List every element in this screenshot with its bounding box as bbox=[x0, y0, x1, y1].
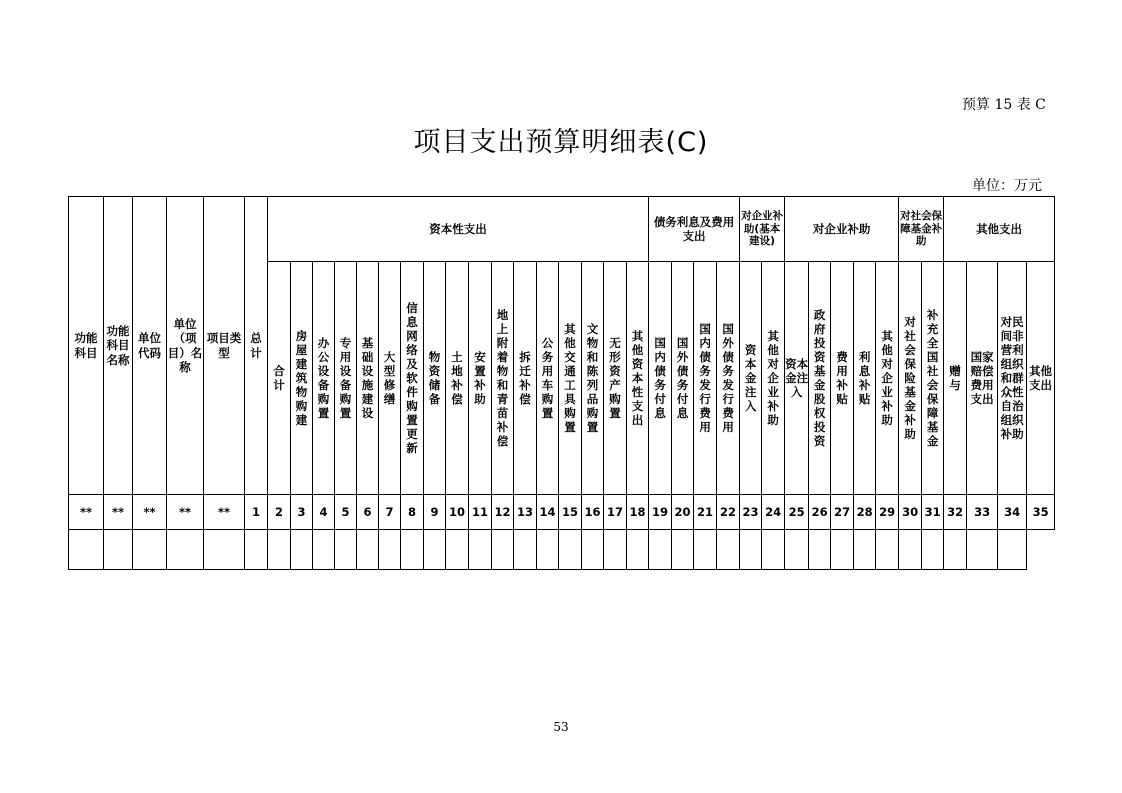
empty-cell bbox=[204, 530, 245, 570]
column-number: 27 bbox=[831, 495, 854, 530]
empty-cell bbox=[967, 530, 998, 570]
empty-cell bbox=[357, 530, 379, 570]
empty-cell bbox=[740, 530, 762, 570]
column-number: 21 bbox=[694, 495, 717, 530]
sub-header: 其他资本性支出 bbox=[627, 262, 649, 495]
empty-cell bbox=[998, 530, 1027, 570]
column-number: 25 bbox=[785, 495, 809, 530]
sub-header: 补充全国社会保障基金 bbox=[922, 262, 944, 495]
header-unit-code: 单位代码 bbox=[133, 197, 167, 495]
form-number: 预算 15 表 C bbox=[962, 97, 1046, 113]
column-number: 2 bbox=[268, 495, 291, 530]
column-number: 15 bbox=[559, 495, 582, 530]
empty-cell bbox=[809, 530, 831, 570]
column-number: 32 bbox=[944, 495, 967, 530]
empty-cell bbox=[492, 530, 514, 570]
empty-cell bbox=[69, 530, 104, 570]
group-enterprise-subsidy: 对企业补助 bbox=[785, 197, 899, 262]
star-cell: ** bbox=[69, 495, 104, 530]
star-cell: ** bbox=[133, 495, 167, 530]
sub-header: 政府投资基金股权投资 bbox=[809, 262, 831, 495]
empty-cell bbox=[649, 530, 672, 570]
column-number: 30 bbox=[899, 495, 922, 530]
page-title: 项目支出预算明细表(C) bbox=[413, 127, 709, 158]
sub-header: 费用补贴 bbox=[831, 262, 854, 495]
sub-header: 基础设施建设 bbox=[357, 262, 379, 495]
column-number: 11 bbox=[469, 495, 492, 530]
column-number: 8 bbox=[401, 495, 424, 530]
empty-cell bbox=[133, 530, 167, 570]
column-number: 5 bbox=[335, 495, 357, 530]
header-functional-subject-name: 功能科目名称 bbox=[104, 197, 133, 495]
sub-header: 无形资产购置 bbox=[604, 262, 627, 495]
column-number: 14 bbox=[537, 495, 559, 530]
header-unit-project-name: 单位（项目）名称 bbox=[167, 197, 204, 495]
unit-label: 单位：万元 bbox=[972, 178, 1042, 194]
column-number: 3 bbox=[291, 495, 313, 530]
column-number: 20 bbox=[672, 495, 694, 530]
sub-header: 赠与 bbox=[944, 262, 967, 495]
empty-cell bbox=[446, 530, 469, 570]
column-number: 18 bbox=[627, 495, 649, 530]
sub-header: 对社会保险基金补助 bbox=[899, 262, 922, 495]
column-number: 9 bbox=[424, 495, 446, 530]
column-number: 7 bbox=[379, 495, 401, 530]
group-header-row bbox=[69, 197, 1055, 262]
sub-header: 其他对企业补助 bbox=[876, 262, 899, 495]
empty-cell bbox=[876, 530, 899, 570]
empty-cell bbox=[537, 530, 559, 570]
empty-cell bbox=[831, 530, 854, 570]
star-cell: ** bbox=[167, 495, 204, 530]
column-number: 33 bbox=[967, 495, 998, 530]
column-number: 26 bbox=[809, 495, 831, 530]
empty-cell bbox=[335, 530, 357, 570]
empty-cell bbox=[401, 530, 424, 570]
column-number: 34 bbox=[998, 495, 1027, 530]
column-number: 6 bbox=[357, 495, 379, 530]
column-number: 22 bbox=[717, 495, 740, 530]
column-number: 28 bbox=[854, 495, 876, 530]
column-number: 12 bbox=[492, 495, 514, 530]
empty-cell bbox=[104, 530, 133, 570]
budget-table bbox=[68, 196, 1055, 570]
empty-cell bbox=[559, 530, 582, 570]
sub-header: 利息补贴 bbox=[854, 262, 876, 495]
star-cell: ** bbox=[104, 495, 133, 530]
sub-header: 资本金注入 bbox=[740, 262, 762, 495]
sub-header: 专用设备购置 bbox=[335, 262, 357, 495]
sub-header: 公务用车购置 bbox=[537, 262, 559, 495]
empty-cell bbox=[167, 530, 204, 570]
group-debt-interest: 债务利息及费用支出 bbox=[649, 197, 740, 262]
sub-header: 物资储备 bbox=[424, 262, 446, 495]
sub-header: 信息网络及软件购置更新 bbox=[401, 262, 424, 495]
column-number: 24 bbox=[762, 495, 785, 530]
column-number: 13 bbox=[514, 495, 537, 530]
column-number: 23 bbox=[740, 495, 762, 530]
header-project-type: 项目类型 bbox=[204, 197, 245, 495]
empty-cell bbox=[469, 530, 492, 570]
sub-header: 办公设备购置 bbox=[313, 262, 335, 495]
sub-header: 大型修缮 bbox=[379, 262, 401, 495]
empty-cell bbox=[245, 530, 268, 570]
empty-data-row bbox=[69, 530, 1055, 570]
sub-header: 安置补助 bbox=[469, 262, 492, 495]
sub-header: 土地补偿 bbox=[446, 262, 469, 495]
group-other-expenditure: 其他支出 bbox=[944, 197, 1055, 262]
column-number: 4 bbox=[313, 495, 335, 530]
empty-cell bbox=[291, 530, 313, 570]
column-number: 16 bbox=[582, 495, 604, 530]
sub-header: 对民间非营利组织和群众性自治组织补助 bbox=[998, 262, 1027, 495]
empty-cell bbox=[627, 530, 649, 570]
empty-cell bbox=[717, 530, 740, 570]
column-number: 29 bbox=[876, 495, 899, 530]
empty-cell bbox=[944, 530, 967, 570]
group-social-security-subsidy: 对社会保障基金补助 bbox=[899, 197, 944, 262]
sub-header: 拆迁补偿 bbox=[514, 262, 537, 495]
empty-cell bbox=[424, 530, 446, 570]
column-number: 35 bbox=[1027, 495, 1055, 530]
empty-cell bbox=[604, 530, 627, 570]
empty-cell bbox=[899, 530, 922, 570]
empty-cell bbox=[854, 530, 876, 570]
sub-header: 房屋建筑物购建 bbox=[291, 262, 313, 495]
column-number: 19 bbox=[649, 495, 672, 530]
column-number-row bbox=[69, 495, 1055, 530]
sub-header: 合计 bbox=[268, 262, 291, 495]
empty-cell bbox=[785, 530, 809, 570]
sub-header: 国内债务发行费用 bbox=[694, 262, 717, 495]
sub-header: 文物和陈列品购置 bbox=[582, 262, 604, 495]
header-functional-subject: 功能科目 bbox=[69, 197, 104, 495]
empty-cell bbox=[379, 530, 401, 570]
sub-header: 其他支出 bbox=[1027, 262, 1055, 495]
empty-cell bbox=[922, 530, 944, 570]
sub-header: 地上附着物和青苗补偿 bbox=[492, 262, 514, 495]
empty-cell bbox=[762, 530, 785, 570]
column-number: 17 bbox=[604, 495, 627, 530]
empty-cell bbox=[672, 530, 694, 570]
sub-header: 国外债务付息 bbox=[672, 262, 694, 495]
column-number: 1 bbox=[245, 495, 268, 530]
empty-cell bbox=[582, 530, 604, 570]
group-enterprise-subsidy-basic: 对企业补助(基本建设) bbox=[740, 197, 785, 262]
column-number: 31 bbox=[922, 495, 944, 530]
sub-header: 资本金注入 bbox=[785, 262, 809, 495]
column-number: 10 bbox=[446, 495, 469, 530]
sub-header: 国家赔偿费用支出 bbox=[967, 262, 998, 495]
sub-header: 其他交通工具购置 bbox=[559, 262, 582, 495]
empty-cell bbox=[514, 530, 537, 570]
group-capital-expenditure: 资本性支出 bbox=[268, 197, 649, 262]
sub-header: 其他对企业补助 bbox=[762, 262, 785, 495]
page-number: 53 bbox=[553, 720, 569, 734]
empty-cell bbox=[694, 530, 717, 570]
empty-cell bbox=[268, 530, 291, 570]
header-grand-total: 总计 bbox=[245, 197, 268, 495]
star-cell: ** bbox=[204, 495, 245, 530]
sub-header: 国内债务付息 bbox=[649, 262, 672, 495]
sub-header: 国外债务发行费用 bbox=[717, 262, 740, 495]
empty-cell bbox=[313, 530, 335, 570]
